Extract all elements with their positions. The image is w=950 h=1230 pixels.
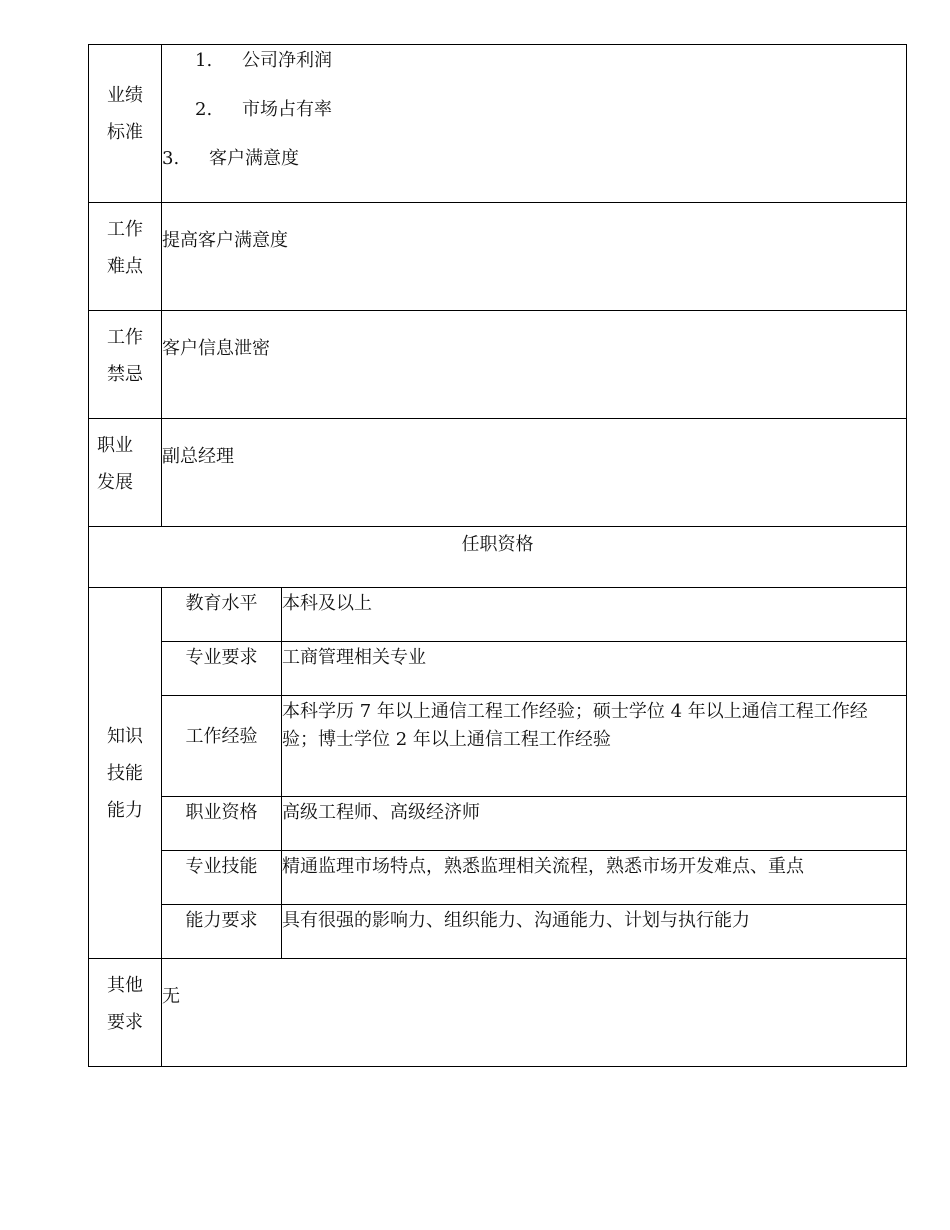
qualification-value: 精通监理市场特点，熟悉监理相关流程，熟悉市场开发难点、重点 xyxy=(282,851,907,905)
performance-item-text: 市场占有率 xyxy=(242,99,332,120)
qualification-value: 具有很强的影响力、组织能力、沟通能力、计划与执行能力 xyxy=(282,905,907,959)
performance-item xyxy=(162,145,906,194)
qualification-value: 本科及以上 xyxy=(282,588,907,642)
performance-row xyxy=(89,45,907,203)
performance-label xyxy=(89,45,162,203)
qualification-label: 教育水平 xyxy=(162,588,282,642)
career-label xyxy=(89,419,162,527)
qualification-row xyxy=(89,905,907,959)
other-value: 无 xyxy=(162,986,180,1007)
qualification-row xyxy=(89,851,907,905)
qualification-row xyxy=(89,797,907,851)
taboo-label xyxy=(89,311,162,419)
other-row xyxy=(89,959,907,1067)
career-row xyxy=(89,419,907,527)
qualification-value: 工商管理相关专业 xyxy=(282,642,907,696)
knowledge-skills-label xyxy=(89,588,162,959)
qualification-value: 高级工程师、高级经济师 xyxy=(282,797,907,851)
other-label xyxy=(89,959,162,1067)
other-label-text: 其他要求 xyxy=(107,975,143,1033)
difficulty-label xyxy=(89,203,162,311)
taboo-row xyxy=(89,311,907,419)
performance-item-number: 3. xyxy=(162,148,180,169)
taboo-value: 客户信息泄密 xyxy=(162,338,270,359)
knowledge-skills-label-text: 知识技能能力 xyxy=(107,725,143,821)
qualification-value: 本科学历 7 年以上通信工程工作经验；硕士学位 4 年以上通信工程工作经验；博士学位 2 年以上通信工程工作经验 xyxy=(282,696,907,797)
qualification-label: 职业资格 xyxy=(162,797,282,851)
qualification-label: 专业技能 xyxy=(162,851,282,905)
qualification-label: 工作经验 xyxy=(162,696,282,797)
career-content xyxy=(162,419,907,527)
performance-item-number: 2. xyxy=(195,99,213,120)
qualification-row xyxy=(89,642,907,696)
performance-item xyxy=(162,47,906,96)
performance-item-text: 公司净利润 xyxy=(242,50,332,71)
taboo-label-text: 工作禁忌 xyxy=(107,327,143,385)
difficulty-label-text: 工作难点 xyxy=(107,219,143,277)
performance-item-number: 1. xyxy=(195,50,213,71)
qualifications-title: 任职资格 xyxy=(89,527,907,588)
career-label-text: 职业发展 xyxy=(97,435,133,493)
difficulty-value: 提高客户满意度 xyxy=(162,230,288,251)
qualification-label: 专业要求 xyxy=(162,642,282,696)
qualification-row xyxy=(89,696,907,797)
qualifications-header-row xyxy=(89,527,907,588)
performance-content xyxy=(162,45,907,203)
difficulty-row xyxy=(89,203,907,311)
career-value: 副总经理 xyxy=(162,446,234,467)
qualification-label: 能力要求 xyxy=(162,905,282,959)
performance-list xyxy=(162,45,906,194)
taboo-content xyxy=(162,311,907,419)
performance-item-text: 客户满意度 xyxy=(209,148,299,169)
difficulty-content xyxy=(162,203,907,311)
performance-label-text: 业绩标准 xyxy=(107,85,143,143)
job-description-table xyxy=(88,44,907,1067)
qualification-row xyxy=(89,588,907,642)
other-content xyxy=(162,959,907,1067)
performance-item xyxy=(162,96,906,145)
